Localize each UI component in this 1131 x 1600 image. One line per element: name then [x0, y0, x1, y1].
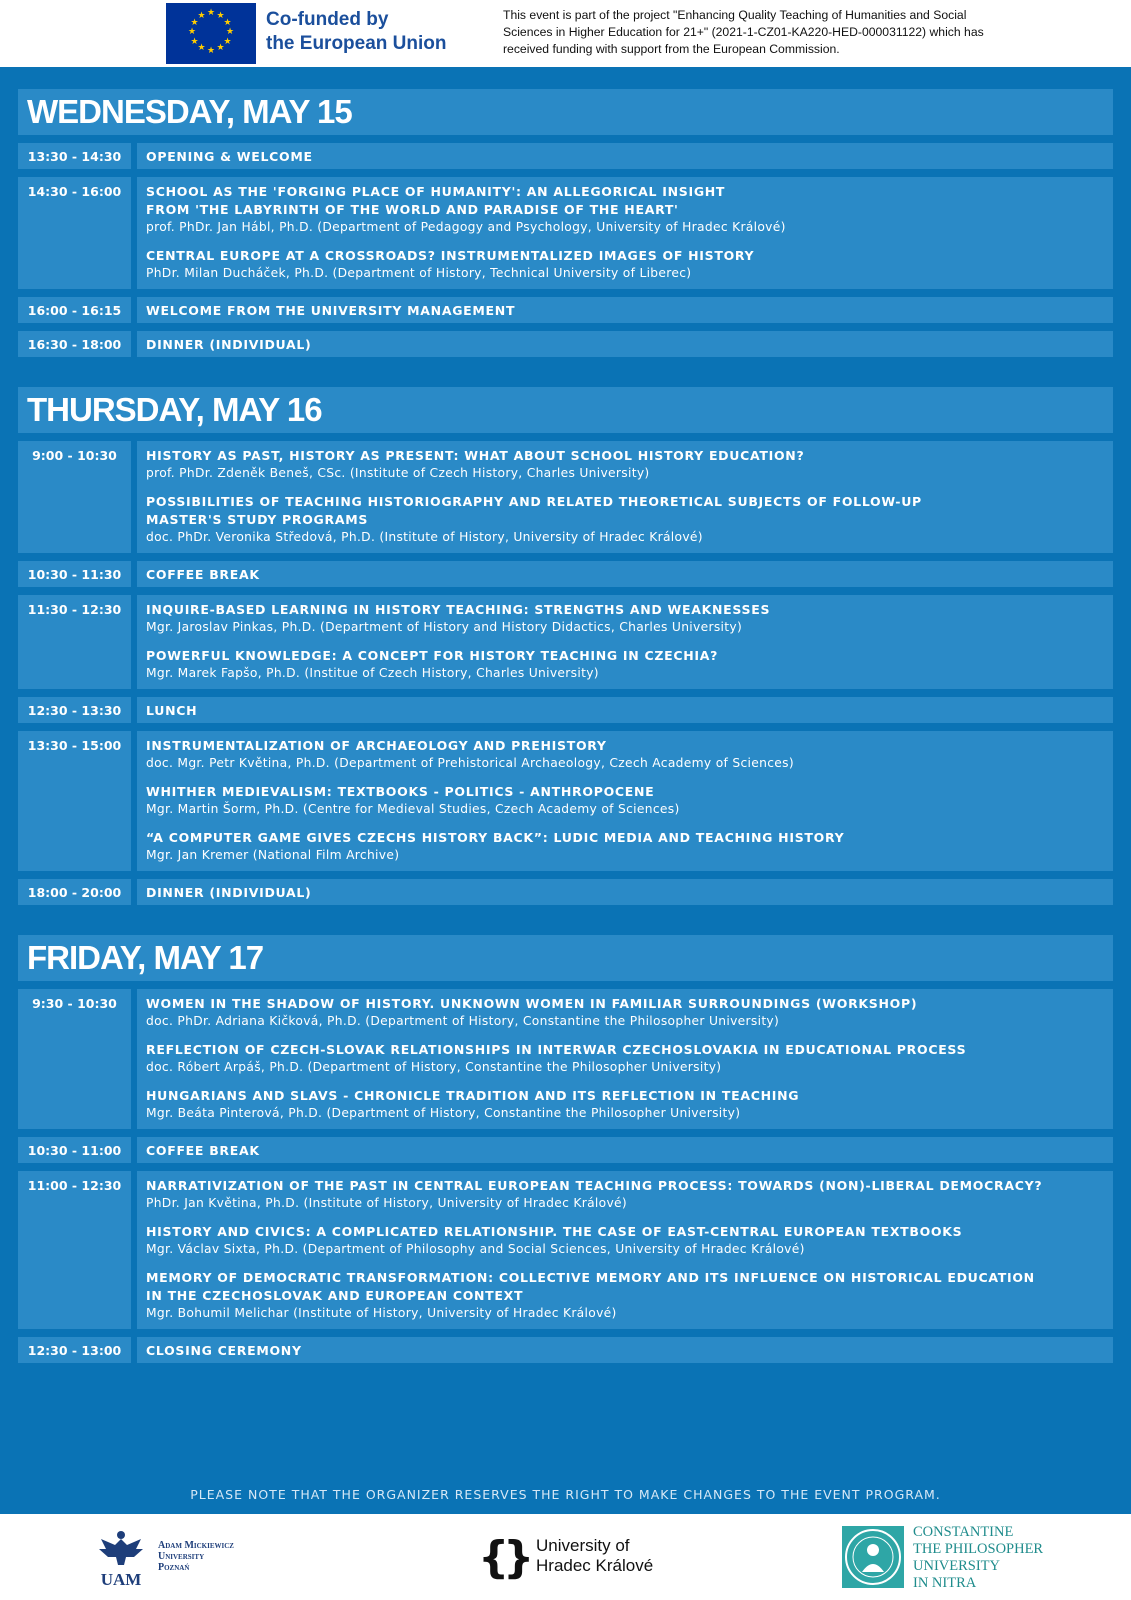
session-speaker: PhDr. Jan Květina, Ph.D. (Institute of History, University of Hradec Králové)	[146, 1196, 627, 1210]
session-speaker: Mgr. Václav Sixta, Ph.D. (Department of Philosophy and Social Sciences, University of Hradec Králové)	[146, 1242, 805, 1256]
session	[146, 302, 1104, 320]
day-heading: FRIDAY, MAY 17	[18, 935, 1113, 981]
session-speaker: Mgr. Beáta Pinterová, Ph.D. (Department of History, Constantine the Philosopher University)	[146, 1106, 741, 1120]
eu-cofunded-label	[266, 8, 486, 56]
time-slot: 11:30 - 12:30	[18, 595, 131, 689]
slot-content	[137, 441, 1113, 553]
time-slot: 10:30 - 11:00	[18, 1137, 131, 1163]
slot-content	[137, 297, 1113, 323]
session	[146, 601, 1104, 636]
session-title: HISTORY AND CIVICS: A COMPLICATED RELATIONSHIP. THE CASE OF EAST-CENTRAL EUROPEAN TEXTBOOKS	[146, 1224, 963, 1239]
uhk-braces-icon	[476, 1532, 535, 1583]
session	[146, 447, 1104, 482]
session-title: DINNER (INDIVIDUAL)	[146, 885, 312, 900]
session	[146, 1142, 1104, 1160]
time-slot: 11:00 - 12:30	[18, 1171, 131, 1329]
session-title: WHITHER MEDIEVALISM: TEXTBOOKS - POLITICS - ANTHROPOCENE	[146, 784, 655, 799]
session	[146, 995, 1104, 1030]
eu-label-line-2: the European Union	[266, 33, 447, 54]
slot-content	[137, 177, 1113, 289]
session-title: COFFEE BREAK	[146, 567, 260, 582]
session-title: “A COMPUTER GAME GIVES CZECHS HISTORY BACK”: LUDIC MEDIA AND TEACHING HISTORY	[146, 830, 845, 845]
session-title: POWERFUL KNOWLEDGE: A CONCEPT FOR HISTORY TEACHING IN CZECHIA?	[146, 648, 719, 663]
session	[146, 1269, 1104, 1322]
slot-content	[137, 697, 1113, 723]
session	[146, 737, 1104, 772]
uam-name	[158, 1540, 268, 1573]
time-slot: 10:30 - 11:30	[18, 561, 131, 587]
session-title: CLOSING CEREMONY	[146, 1343, 302, 1358]
session	[146, 783, 1104, 818]
schedule-row	[18, 297, 1113, 323]
partner-footer	[0, 1514, 1131, 1600]
svg-text:UAM: UAM	[100, 1570, 142, 1589]
session	[146, 148, 1104, 166]
schedule-row	[18, 1337, 1113, 1363]
slot-content	[137, 561, 1113, 587]
eu-star-icon: ★	[216, 10, 225, 21]
eu-star-icon: ★	[197, 10, 206, 21]
ukf-name-line: THE PHILOSOPHER	[913, 1541, 1044, 1557]
schedule-row	[18, 177, 1113, 289]
session-speaker: Mgr. Marek Fapšo, Ph.D. (Institue of Czech History, Charles University)	[146, 666, 599, 680]
slot-content	[137, 989, 1113, 1129]
schedule-row	[18, 879, 1113, 905]
session-title: HUNGARIANS AND SLAVS - CHRONICLE TRADITION AND ITS REFLECTION IN TEACHING	[146, 1088, 800, 1103]
schedule-row	[18, 441, 1113, 553]
ukf-name-line: IN NITRA	[913, 1575, 977, 1591]
session-speaker: Mgr. Bohumil Melichar (Institute of History, University of Hradec Králové)	[146, 1306, 617, 1320]
program-disclaimer: PLEASE NOTE THAT THE ORGANIZER RESERVES THE RIGHT TO MAKE CHANGES TO THE EVENT PROGRAM.	[190, 1487, 941, 1502]
slot-content	[137, 1337, 1113, 1363]
session-speaker: Mgr. Martin Šorm, Ph.D. (Centre for Medieval Studies, Czech Academy of Sciences)	[146, 802, 680, 816]
uhk-name	[536, 1536, 696, 1576]
session-title: LUNCH	[146, 703, 198, 718]
session	[146, 884, 1104, 902]
svg-text:}: }	[503, 1532, 535, 1583]
schedule-row	[18, 731, 1113, 871]
session-title: INSTRUMENTALIZATION OF ARCHAEOLOGY AND PREHISTORY	[146, 738, 607, 753]
session-speaker: prof. PhDr. Jan Hábl, Ph.D. (Department of Pedagogy and Psychology, University of Hradec Králové)	[146, 220, 786, 234]
session	[146, 1342, 1104, 1360]
session-speaker: Mgr. Jan Kremer (National Film Archive)	[146, 848, 400, 862]
ukf-name-line: UNIVERSITY	[913, 1558, 1000, 1574]
session-speaker: doc. Mgr. Petr Květina, Ph.D. (Department of Prehistorical Archaeology, Czech Academy of Sciences)	[146, 756, 794, 770]
time-slot: 12:30 - 13:00	[18, 1337, 131, 1363]
time-slot: 9:30 - 10:30	[18, 989, 131, 1129]
session-title: CENTRAL EUROPE AT A CROSSROADS? INSTRUMENTALIZED IMAGES OF HISTORY	[146, 248, 755, 263]
uam-name-line: University	[158, 1551, 205, 1562]
session-title: OPENING & WELCOME	[146, 149, 313, 164]
day-heading: THURSDAY, MAY 16	[18, 387, 1113, 433]
eu-star-icon: ★	[197, 43, 206, 54]
time-slot: 13:30 - 15:00	[18, 731, 131, 871]
day-spacer	[18, 913, 1113, 935]
session	[146, 336, 1104, 354]
session	[146, 829, 1104, 864]
eu-star-icon: ★	[188, 27, 197, 37]
session-speaker: Mgr. Jaroslav Pinkas, Ph.D. (Department of History and History Didactics, Charles University)	[146, 620, 743, 634]
eu-star-icon: ★	[223, 36, 232, 47]
session-title: DINNER (INDIVIDUAL)	[146, 337, 312, 352]
ukf-seal-icon	[842, 1526, 904, 1588]
schedule-row	[18, 143, 1113, 169]
session-speaker: doc. PhDr. Adriana Kičková, Ph.D. (Department of History, Constantine the Philosopher University)	[146, 1014, 780, 1028]
session-speaker: doc. Róbert Arpáš, Ph.D. (Department of History, Constantine the Philosopher University)	[146, 1060, 722, 1074]
eu-star-icon: ★	[223, 17, 232, 28]
eu-star-icon: ★	[207, 46, 216, 56]
uhk-name-line: University of	[536, 1536, 630, 1555]
session-speaker: prof. PhDr. Zdeněk Beneš, CSc. (Institute of Czech History, Charles University)	[146, 466, 650, 480]
project-note: This event is part of the project "Enhancing Quality Teaching of Humanities and Social Sciences in Higher Education for 21+" (2021-1-CZ01-KA220-HED-000031122) which has received funding with support from the European Commission.	[503, 8, 984, 56]
session	[146, 647, 1104, 682]
session-title: WELCOME FROM THE UNIVERSITY MANAGEMENT	[146, 303, 516, 318]
session	[146, 183, 1104, 236]
session	[146, 566, 1104, 584]
eu-label-line-1: Co-funded by	[266, 9, 389, 30]
session-title: NARRATIVIZATION OF THE PAST IN CENTRAL EUROPEAN TEACHING PROCESS: TOWARDS (NON)-LIBERAL DEMOCRACY?	[146, 1178, 1043, 1193]
session	[146, 1087, 1104, 1122]
time-slot: 12:30 - 13:30	[18, 697, 131, 723]
session	[146, 1223, 1104, 1258]
uam-name-line: Adam Mickiewicz	[158, 1540, 234, 1551]
session-title: HISTORY AS PAST, HISTORY AS PRESENT: WHAT ABOUT SCHOOL HISTORY EDUCATION?	[146, 448, 805, 463]
session-title: REFLECTION OF CZECH-SLOVAK RELATIONSHIPS IN INTERWAR CZECHOSLOVAKIA IN EDUCATIONAL PROCESS	[146, 1042, 967, 1057]
slot-content	[137, 331, 1113, 357]
session-title: INQUIRE-BASED LEARNING IN HISTORY TEACHING: STRENGTHS AND WEAKNESSES	[146, 602, 771, 617]
uam-eagle-icon	[96, 1527, 146, 1589]
session	[146, 1041, 1104, 1076]
day-heading: WEDNESDAY, MAY 15	[18, 89, 1113, 135]
slot-content	[137, 879, 1113, 905]
funding-header	[0, 0, 1131, 67]
schedule-row	[18, 989, 1113, 1129]
time-slot: 14:30 - 16:00	[18, 177, 131, 289]
event-program	[18, 89, 1113, 1371]
slot-content	[137, 1137, 1113, 1163]
session-title: MEMORY OF DEMOCRATIC TRANSFORMATION: COLLECTIVE MEMORY AND ITS INFLUENCE ON HISTORICAL EDUCATION IN THE CZECHOSLOVAK AND EUROPEAN CONTEXT	[146, 1270, 1035, 1303]
ukf-name	[913, 1524, 1083, 1592]
slot-content	[137, 731, 1113, 871]
session-title: COFFEE BREAK	[146, 1143, 260, 1158]
day-spacer	[18, 365, 1113, 387]
schedule-row	[18, 697, 1113, 723]
session-speaker: PhDr. Milan Ducháček, Ph.D. (Department of History, Technical University of Liberec)	[146, 266, 692, 280]
session-speaker: doc. PhDr. Veronika Středová, Ph.D. (Institute of History, University of Hradec Králové)	[146, 530, 703, 544]
session	[146, 702, 1104, 720]
time-slot: 9:00 - 10:30	[18, 441, 131, 553]
schedule-row	[18, 1171, 1113, 1329]
session-title: SCHOOL AS THE 'FORGING PLACE OF HUMANITY': AN ALLEGORICAL INSIGHT FROM 'THE LABYRINTH OF THE WORLD AND PARADISE OF THE HEART'	[146, 184, 726, 217]
uhk-name-line: Hradec Králové	[536, 1556, 654, 1575]
slot-content	[137, 1171, 1113, 1329]
svg-text:{: {	[478, 1532, 510, 1583]
session	[146, 493, 1104, 546]
eu-star-icon: ★	[207, 8, 216, 18]
session-title: WOMEN IN THE SHADOW OF HISTORY. UNKNOWN WOMEN IN FAMILIAR SURROUNDINGS (WORKSHOP)	[146, 996, 918, 1011]
schedule-row	[18, 561, 1113, 587]
session	[146, 247, 1104, 282]
time-slot: 13:30 - 14:30	[18, 143, 131, 169]
eu-star-icon: ★	[226, 27, 235, 37]
session	[146, 1177, 1104, 1212]
uam-name-line: Poznań	[158, 1562, 190, 1573]
time-slot: 16:30 - 18:00	[18, 331, 131, 357]
eu-star-icon: ★	[190, 17, 199, 28]
slot-content	[137, 143, 1113, 169]
slot-content	[137, 595, 1113, 689]
time-slot: 18:00 - 20:00	[18, 879, 131, 905]
session-title: POSSIBILITIES OF TEACHING HISTORIOGRAPHY AND RELATED THEORETICAL SUBJECTS OF FOLLOW-UP MASTER'S STUDY PROGRAMS	[146, 494, 922, 527]
eu-star-icon: ★	[216, 43, 225, 54]
eu-flag-icon	[166, 3, 256, 64]
schedule-row	[18, 331, 1113, 357]
time-slot: 16:00 - 16:15	[18, 297, 131, 323]
eu-star-icon: ★	[190, 36, 199, 47]
ukf-name-line: CONSTANTINE	[913, 1524, 1014, 1540]
schedule-row	[18, 595, 1113, 689]
schedule-row	[18, 1137, 1113, 1163]
